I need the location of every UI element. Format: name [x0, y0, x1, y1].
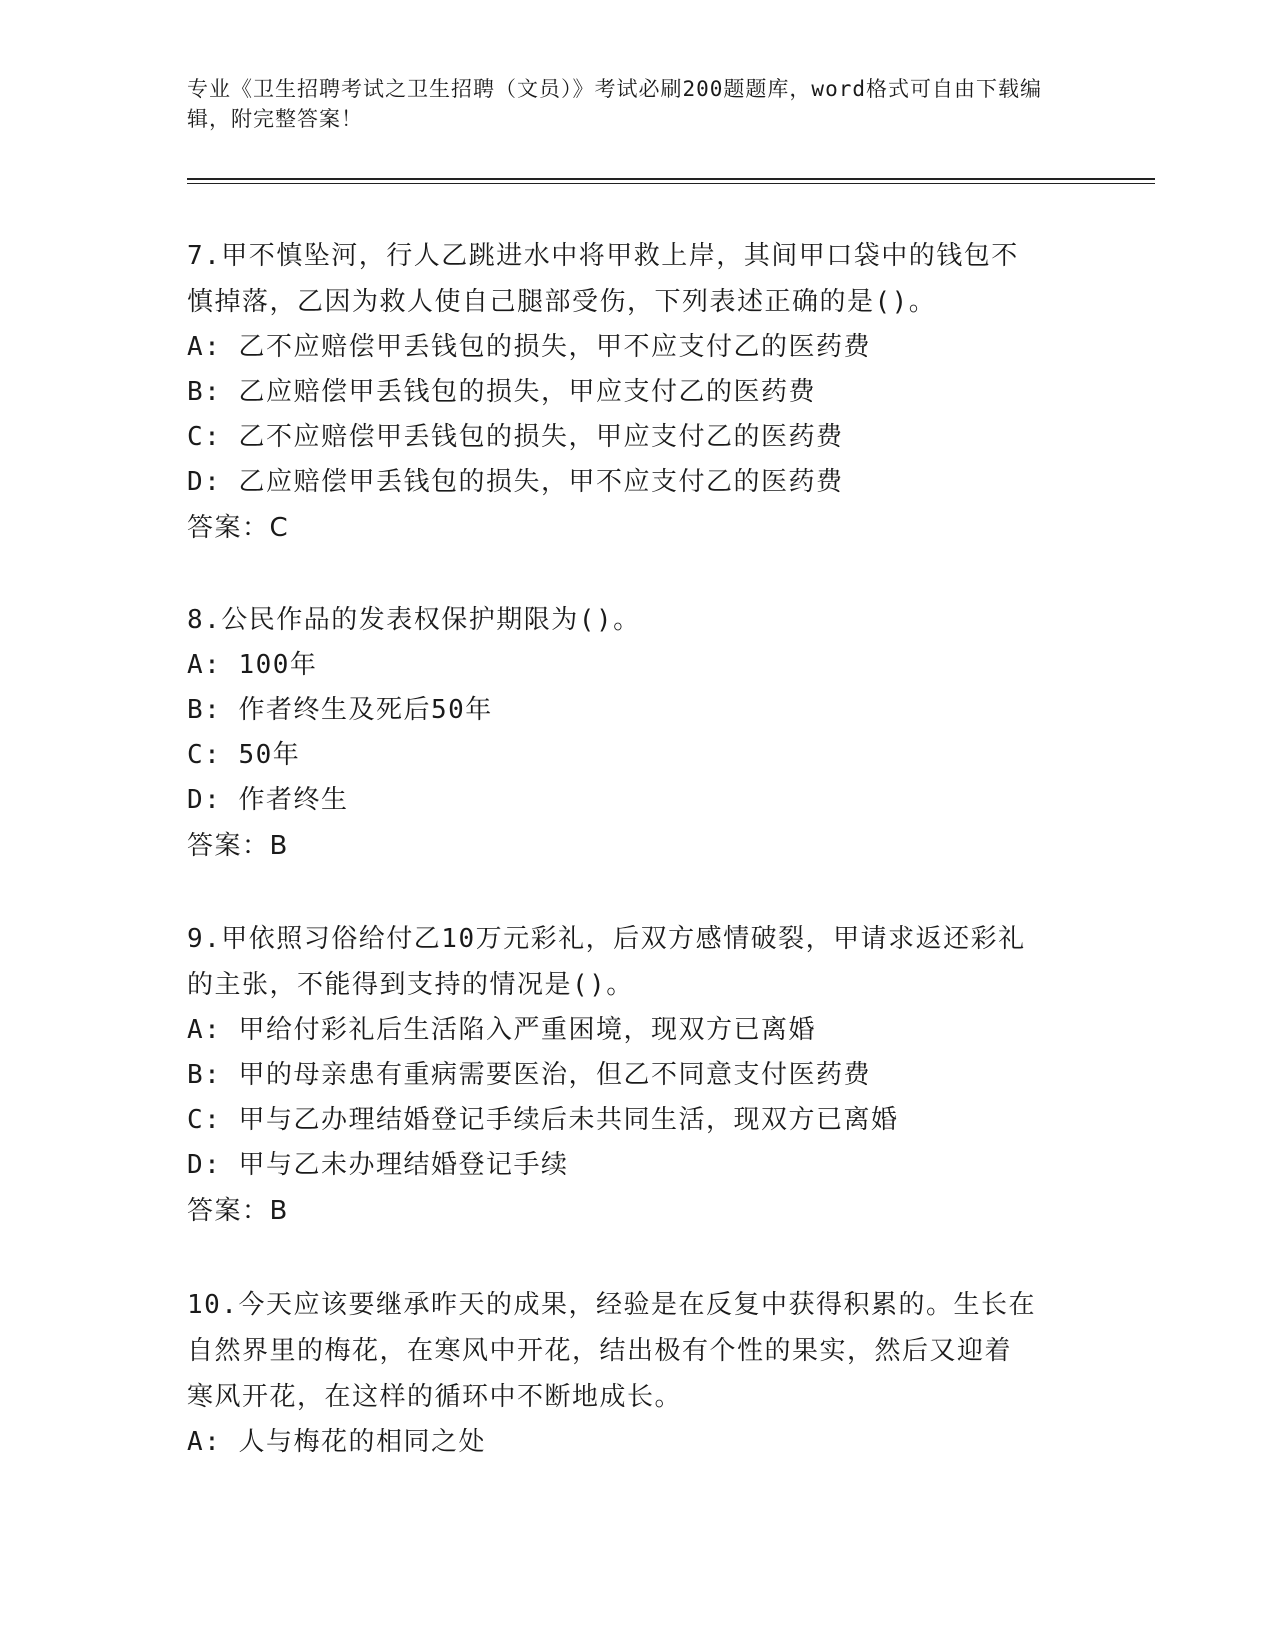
- option-c: C: 甲与乙办理结婚登记手续后未共同生活，现双方已离婚: [187, 1105, 899, 1135]
- answer: 答案：B: [187, 1196, 289, 1226]
- question-7: [187, 233, 1087, 551]
- answer: 答案：C: [187, 513, 290, 543]
- question-stem-line: 寒风开花，在这样的循环中不断地成长。: [187, 1382, 683, 1412]
- option-a: A: 乙不应赔偿甲丢钱包的损失，甲不应支付乙的医药费: [187, 332, 871, 362]
- question-stem-line: 7.甲不慎坠河，行人乙跳进水中将甲救上岸，其间甲口袋中的钱包不: [187, 241, 1019, 271]
- option-a: A: 人与梅花的相同之处: [187, 1427, 486, 1457]
- option-d: D: 甲与乙未办理结婚登记手续: [187, 1150, 569, 1180]
- option-d: D: 乙应赔偿甲丢钱包的损失，甲不应支付乙的医药费: [187, 467, 844, 497]
- header-divider: [187, 178, 1155, 180]
- option-d: D: 作者终生: [187, 785, 349, 815]
- question-stem-line: 慎掉落，乙因为救人使自己腿部受伤，下列表述正确的是()。: [187, 287, 937, 317]
- option-b: B: 甲的母亲患有重病需要医治，但乙不同意支付医药费: [187, 1060, 871, 1090]
- option-a: A: 甲给付彩礼后生活陷入严重困境，现双方已离婚: [187, 1015, 816, 1045]
- question-10: [187, 1282, 1087, 1465]
- question-stem-line: 的主张，不能得到支持的情况是()。: [187, 970, 634, 1000]
- question-stem-line: 8.公民作品的发表权保护期限为()。: [187, 605, 641, 635]
- option-c: C: 乙不应赔偿甲丢钱包的损失，甲应支付乙的医药费: [187, 422, 844, 452]
- question-8: [187, 597, 1087, 869]
- document-header: 专业《卫生招聘考试之卫生招聘（文员）》考试必刷200题题库，word格式可自由下载编辑，附完整答案！: [187, 77, 1042, 131]
- option-c: C: 50年: [187, 740, 301, 770]
- answer: 答案：B: [187, 831, 289, 861]
- option-b: B: 作者终生及死后50年: [187, 695, 493, 725]
- option-b: B: 乙应赔偿甲丢钱包的损失，甲应支付乙的医药费: [187, 377, 816, 407]
- question-9: [187, 916, 1087, 1234]
- question-stem-line: 10.今天应该要继承昨天的成果，经验是在反复中获得积累的。生长在: [187, 1290, 1036, 1320]
- question-stem-line: 自然界里的梅花，在寒风中开花，结出极有个性的果实，然后又迎着: [187, 1336, 1013, 1366]
- option-a: A: 100年: [187, 650, 318, 680]
- header-divider-thin: [187, 183, 1155, 184]
- question-stem-line: 9.甲依照习俗给付乙10万元彩礼，后双方感情破裂，甲请求返还彩礼: [187, 924, 1026, 954]
